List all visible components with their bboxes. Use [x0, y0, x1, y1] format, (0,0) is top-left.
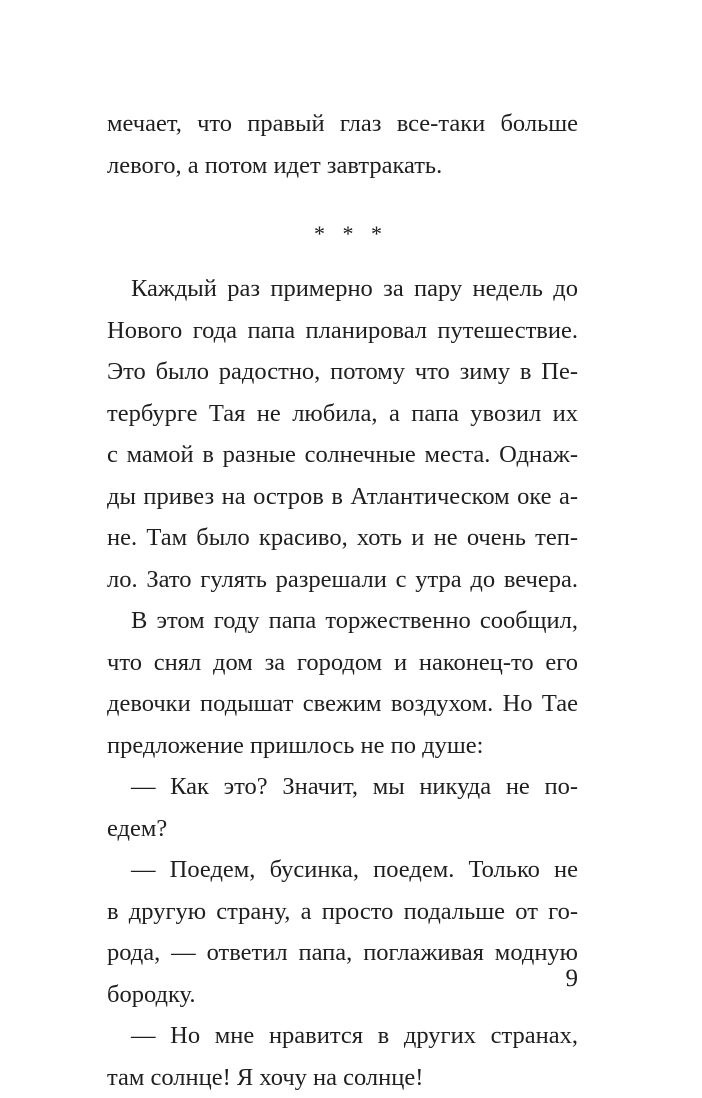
dialogue-line: едем? — [107, 808, 578, 850]
dialogue-line: бородку. — [107, 974, 578, 1016]
text-line: Каждый раз примерно за пару недель до — [107, 268, 578, 310]
page-number: 9 — [540, 962, 578, 996]
text-line: ло. Зато гулять разрешали с утра до вечера. — [107, 559, 578, 601]
text-line: Это было радостно, потому что зиму в Пе- — [107, 351, 578, 393]
dialogue-line: — Поедем, бусинка, поедем. Только не — [107, 849, 578, 891]
dialogue-line: — Как это? Значит, мы никуда не по- — [107, 766, 578, 808]
dialogue-line: в другую страну, а просто подальше от го- — [107, 891, 578, 933]
text-line: ды привез на остров в Атлантическом оке а- — [107, 476, 578, 518]
text-line: предложение пришлось не по душе: — [107, 725, 578, 767]
dialogue-line: там солнце! Я хочу на солнце! — [107, 1057, 578, 1098]
text-line: мечает, что правый глаз все-таки больше — [107, 103, 578, 145]
text-line: тербурге Тая не любила, а папа увозил их — [107, 393, 578, 435]
text-line: не. Там было красиво, хоть и не очень теп- — [107, 517, 578, 559]
section-separator: * * * — [0, 219, 702, 249]
text-line: с мамой в разные солнечные места. Однаж- — [107, 434, 578, 476]
opening-paragraph — [107, 103, 578, 186]
dialogue-line: — Но мне нравится в других странах, — [107, 1015, 578, 1057]
text-line: В этом году папа торжественно сообщил, — [107, 600, 578, 642]
text-line: Нового года папа планировал путешествие. — [107, 310, 578, 352]
text-line: левого, а потом идет завтракать. — [107, 145, 578, 187]
dialogue-line: рода, — ответил папа, поглаживая модную — [107, 932, 578, 974]
text-line: девочки подышат свежим воздухом. Но Тае — [107, 683, 578, 725]
main-text — [107, 268, 578, 1098]
text-line: что снял дом за городом и наконец-то его — [107, 642, 578, 684]
